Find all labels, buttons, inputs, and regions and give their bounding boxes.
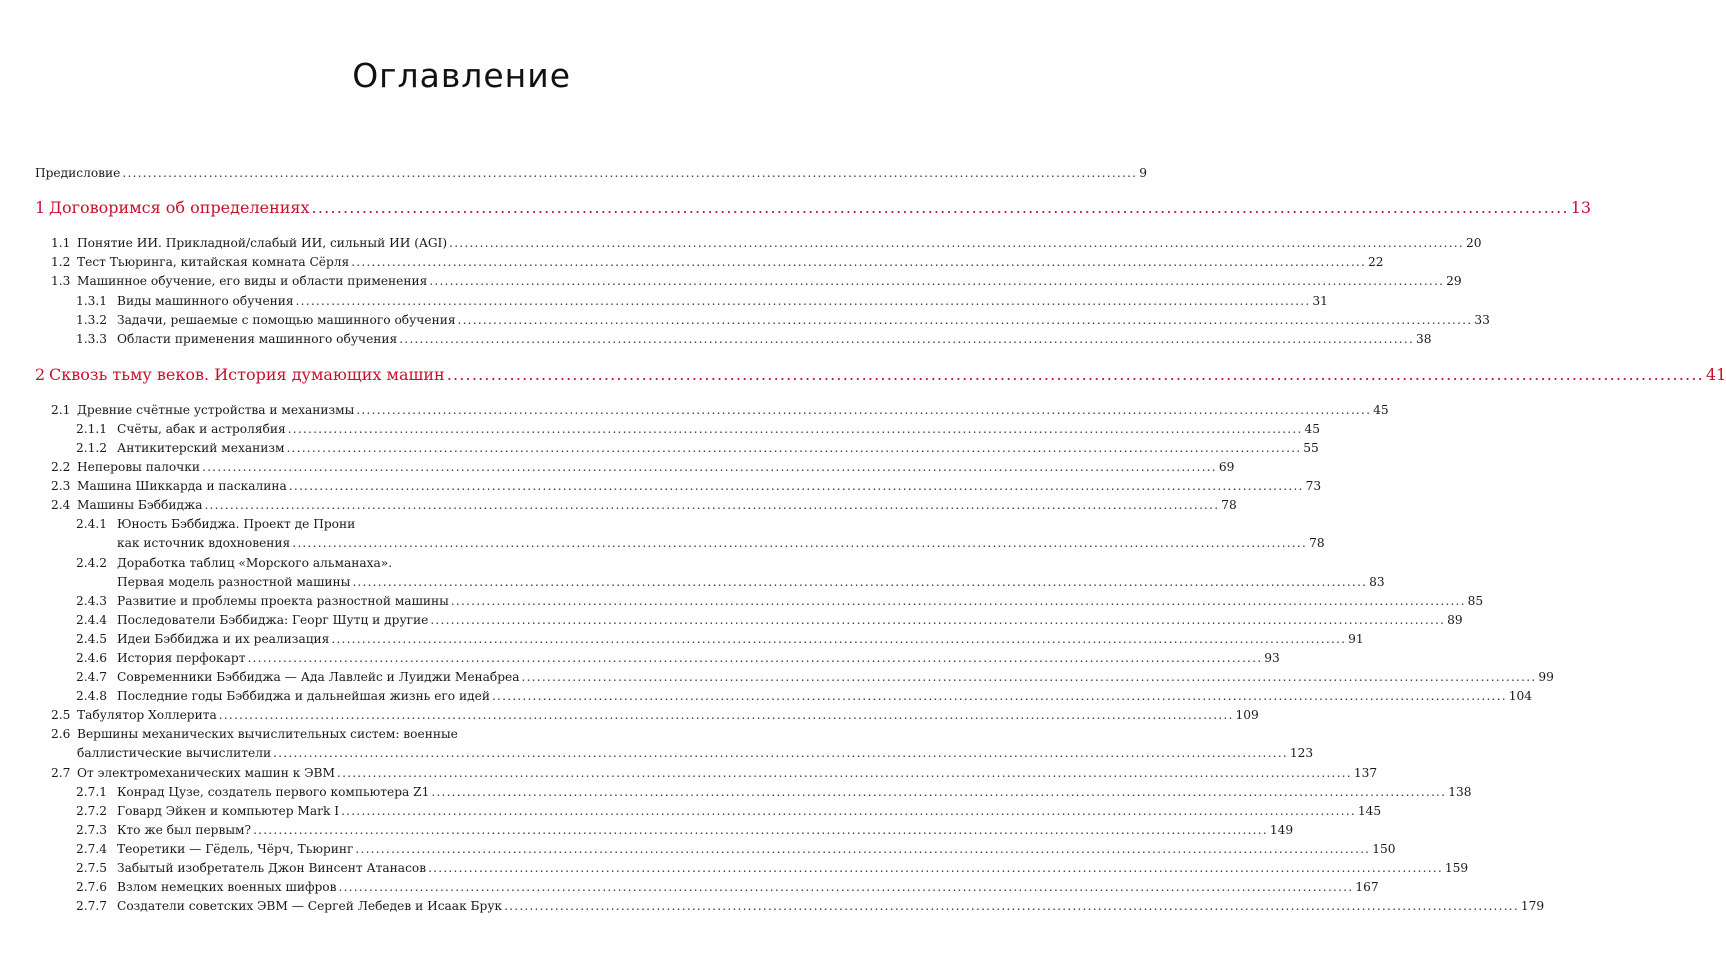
toc-number: 2.4.4: [76, 613, 108, 627]
toc-title: Последние годы Бэббиджа и дальнейшая жизнь его идей: [117, 689, 490, 703]
toc-title: Первая модель разностной машины: [117, 575, 351, 589]
toc-number: 2.7.6: [76, 880, 108, 894]
toc-title: Вершины механических вычислительных систем: военные: [77, 727, 458, 741]
toc-leader-dots: ........................................................................................................................................................................................................: [286, 441, 1302, 455]
toc-page-number: 149: [1269, 823, 1294, 837]
toc-leader-dots: ........................................................................................................................................................................................................: [521, 670, 1537, 684]
toc-leader-dots: ........................................................................................................................................................................................................: [450, 594, 1466, 608]
toc-page-number: 85: [1467, 594, 1484, 608]
toc-number: 2: [35, 365, 46, 384]
toc-line: [117, 823, 1294, 838]
toc-number: 2.7: [51, 766, 71, 780]
toc-number: 2.4.6: [76, 651, 108, 665]
toc-line: [117, 804, 1382, 819]
toc-title: Конрад Цузе, создатель первого компьютера Z1: [117, 785, 430, 799]
toc-line: [77, 708, 1259, 723]
toc-entry: [0, 899, 1545, 915]
toc-line: [117, 689, 1533, 704]
toc-line: [117, 313, 1490, 328]
toc-title: Машинное обучение, его виды и области применения: [77, 274, 428, 288]
toc-entry: [0, 403, 1389, 419]
toc-number: 1.3.1: [76, 294, 108, 308]
toc-leader-dots: ........................................................................................................................................................................................................: [331, 632, 1347, 646]
toc-leader-dots: ........................................................................................................................................................................................................: [247, 651, 1263, 665]
toc-entry: [0, 236, 1482, 252]
toc-number: 2.7.4: [76, 842, 108, 856]
toc-number: 1.3.2: [76, 313, 108, 327]
toc-entry: [0, 766, 1378, 782]
toc-page-number: 179: [1520, 899, 1545, 913]
toc-line: [77, 498, 1237, 513]
toc-line: [117, 861, 1469, 876]
toc-line: [117, 556, 581, 571]
toc-entry: [0, 632, 1364, 648]
toc-entry: [0, 708, 1259, 724]
toc-leader-dots: ........................................................................................................................................................................................................: [355, 842, 1371, 856]
toc-title: как источник вдохновения: [117, 536, 291, 550]
toc-leader-dots: ........................................................................................................................................................................................................: [457, 313, 1473, 327]
toc-leader-dots: ........................................................................................................................................................................................................: [202, 460, 1217, 474]
toc-number: 2.7.7: [76, 899, 108, 913]
toc-title: Виды машинного обучения: [117, 294, 294, 308]
toc-leader-dots: ........................................................................................................................................................................................................: [430, 613, 1446, 627]
toc-line: [117, 842, 1396, 857]
toc-title: Договоримся об определениях: [49, 198, 310, 217]
toc-leader-dots: ........................................................................................................................................................................................................: [204, 498, 1220, 512]
toc-entry: [0, 670, 1554, 686]
toc-entry: [0, 460, 1235, 476]
toc-page-number: 29: [1446, 274, 1462, 288]
toc-page-number: 83: [1369, 575, 1385, 589]
toc-line: [117, 651, 1280, 666]
toc-entry: [0, 422, 1321, 438]
toc-line: [117, 613, 1463, 628]
toc-number: 1.1: [51, 236, 71, 250]
toc-title: Кто же был первым?: [117, 823, 252, 837]
toc-entry: [0, 594, 1484, 610]
toc-line: [77, 479, 1322, 494]
toc-entry: [0, 294, 1328, 310]
toc-title: Задачи, решаемые с помощью машинного обучения: [117, 313, 456, 327]
toc-line: [117, 880, 1379, 895]
toc-page-number: 78: [1221, 498, 1237, 512]
toc-page-number: 38: [1416, 332, 1432, 346]
toc-page-number: 91: [1348, 632, 1364, 646]
toc-page-number: 123: [1289, 746, 1314, 760]
toc-line: [117, 670, 1554, 685]
toc-title: Счёты, абак и астролябия: [117, 422, 286, 436]
toc-page-number: 137: [1353, 766, 1378, 780]
page-title: Оглавление: [352, 56, 571, 95]
toc-leader-dots: ........................................................................................................................................................................................................: [431, 785, 1447, 799]
toc-line: [77, 274, 1462, 289]
toc-line: [117, 785, 1472, 800]
toc-leader-dots: ........................................................................................................................................................................................................: [311, 198, 1569, 217]
toc-entry: [0, 274, 1462, 290]
toc-title: Области применения машинного обучения: [117, 332, 398, 346]
toc-number: 2.1.1: [76, 422, 108, 436]
toc-title: Развитие и проблемы проекта разностной машины: [117, 594, 449, 608]
toc-number: 2.2: [51, 460, 71, 474]
toc-number: 2.1.2: [76, 441, 108, 455]
toc-page-number: 104: [1508, 689, 1533, 703]
toc-title: Идеи Бэббиджа и их реализация: [117, 632, 330, 646]
toc-title: Теоретики — Гёдель, Чёрч, Тьюринг: [117, 842, 354, 856]
toc-leader-dots: ........................................................................................................................................................................................................: [399, 332, 1415, 346]
toc-entry: [0, 575, 1385, 591]
toc-number: 2.7.1: [76, 785, 108, 799]
toc-leader-dots: ........................................................................................................................................................................................................: [429, 274, 1445, 288]
toc-leader-dots: ........................................................................................................................................................................................................: [341, 804, 1356, 818]
toc-title: Современники Бэббиджа — Ада Лавлейс и Луиджи Менабреа: [117, 670, 520, 684]
toc-page-number: 109: [1235, 708, 1259, 722]
toc-entry: [0, 313, 1490, 329]
toc-entry: [0, 441, 1319, 457]
toc-page-number: 138: [1448, 785, 1472, 799]
toc-page-number: 73: [1305, 479, 1322, 493]
toc-number: 2.7.2: [76, 804, 108, 818]
toc-title: Говард Эйкен и компьютер Mark I: [117, 804, 340, 818]
toc-number: 2.7.5: [76, 861, 108, 875]
toc-number: 2.7.3: [76, 823, 108, 837]
toc-entry: [0, 746, 1314, 762]
toc-line: [77, 403, 1389, 418]
toc-leader-dots: ........................................................................................................................................................................................................: [504, 899, 1519, 913]
toc-page-number: 20: [1465, 236, 1482, 250]
toc-number: 2.4: [51, 498, 71, 512]
toc-line: [117, 332, 1432, 347]
toc-title: Неперовы палочки: [77, 460, 201, 474]
toc-line: [117, 536, 1325, 551]
toc-page-number: 69: [1218, 460, 1235, 474]
toc-page-number: 9: [1139, 166, 1147, 180]
toc-page-number: 89: [1447, 613, 1463, 627]
toc-page-number: 145: [1357, 804, 1382, 818]
toc-title: Взлом немецких военных шифров: [117, 880, 337, 894]
toc-title: Тест Тьюринга, китайская комната Сёрля: [77, 255, 350, 269]
toc-number: 2.3: [51, 479, 71, 493]
toc-page-number: 99: [1538, 670, 1554, 684]
toc-leader-dots: ........................................................................................................................................................................................................: [491, 689, 1507, 703]
toc-title: баллистические вычислители: [77, 746, 272, 760]
toc-leader-dots: ........................................................................................................................................................................................................: [352, 575, 1368, 589]
toc-leader-dots: ........................................................................................................................................................................................................: [446, 365, 1704, 384]
toc-title: Древние счётные устройства и механизмы: [77, 403, 355, 417]
toc-number: 2.1: [51, 403, 71, 417]
toc-title: Машины Бэббиджа: [77, 498, 203, 512]
toc-leader-dots: ........................................................................................................................................................................................................: [273, 746, 1288, 760]
toc-entry: [0, 479, 1322, 495]
toc-number: 1: [35, 198, 46, 217]
toc-entry: [0, 842, 1396, 858]
toc-number: 1.3: [51, 274, 71, 288]
toc-line: [49, 365, 1726, 384]
toc-title: Создатели советских ЭВМ — Сергей Лебедев и Исаак Брук: [117, 899, 503, 913]
toc-line: [77, 766, 1378, 781]
toc-page-number: 22: [1368, 255, 1384, 269]
toc-leader-dots: ........................................................................................................................................................................................................: [218, 708, 1234, 722]
toc-leader-dots: ........................................................................................................................................................................................................: [287, 422, 1303, 436]
toc-entry: [0, 255, 1384, 271]
toc-page-number: 167: [1355, 880, 1379, 894]
toc-leader-dots: ........................................................................................................................................................................................................: [253, 823, 1268, 837]
toc-entry: [0, 727, 629, 743]
toc-page-number: 45: [1304, 422, 1321, 436]
toc-number: 1.2: [51, 255, 71, 269]
toc-line: [117, 899, 1545, 914]
toc-leader-dots: ........................................................................................................................................................................................................: [449, 236, 1464, 250]
toc-leader-dots: ........................................................................................................................................................................................................: [428, 861, 1443, 875]
toc-line: [77, 236, 1482, 251]
toc-line: [77, 746, 1314, 761]
toc-entry: [0, 861, 1469, 877]
toc-leader-dots: ........................................................................................................................................................................................................: [338, 880, 1354, 894]
toc-entry: [0, 823, 1294, 839]
toc-line: [117, 441, 1319, 456]
toc-leader-dots: ........................................................................................................................................................................................................: [356, 403, 1372, 417]
toc-number: 2.4.7: [76, 670, 108, 684]
toc-page-number: 33: [1474, 313, 1490, 327]
toc-line: [117, 594, 1484, 609]
toc-line: [77, 727, 581, 742]
toc-page-number: 55: [1303, 441, 1319, 455]
toc-line: [117, 422, 1321, 437]
toc-title: Предисловие: [35, 166, 121, 180]
toc-entry: [0, 651, 1280, 667]
toc-number: 2.4.2: [76, 556, 108, 570]
toc-leader-dots: ........................................................................................................................................................................................................: [295, 294, 1311, 308]
toc-leader-dots: ........................................................................................................................................................................................................: [122, 166, 1138, 180]
toc-number: 2.4.3: [76, 594, 108, 608]
toc-line: [77, 460, 1235, 475]
toc-entry: [0, 613, 1463, 629]
toc-page-number: 159: [1444, 861, 1469, 875]
toc-entry: [0, 332, 1432, 348]
toc-title: История перфокарт: [117, 651, 246, 665]
toc-leader-dots: ........................................................................................................................................................................................................: [292, 536, 1308, 550]
toc-chapter: [0, 198, 1592, 219]
toc-line: [117, 294, 1328, 309]
toc-number: 2.6: [51, 727, 71, 741]
toc-chapter: [0, 365, 1726, 386]
toc-title: Машина Шиккарда и паскалина: [77, 479, 287, 493]
toc-title: От электромеханических машин к ЭВМ: [77, 766, 335, 780]
toc-title: Понятие ИИ. Прикладной/слабый ИИ, сильный ИИ (AGI): [77, 236, 448, 250]
toc-number: 1.3.3: [76, 332, 108, 346]
toc-title: Забытый изобретатель Джон Винсент Атанасов: [117, 861, 427, 875]
toc-entry: [0, 804, 1382, 820]
toc-leader-dots: ........................................................................................................................................................................................................: [337, 766, 1352, 780]
toc-title: Доработка таблиц «Морского альманаха».: [117, 556, 393, 570]
toc-line: [117, 517, 581, 532]
toc-entry: [0, 166, 1147, 182]
toc-line: [117, 632, 1364, 647]
toc-page-number: 13: [1570, 198, 1592, 217]
toc-entry: [0, 880, 1379, 896]
toc-page-number: 45: [1373, 403, 1389, 417]
toc-entry: [0, 517, 629, 533]
toc-title: Антикитерский механизм: [117, 441, 285, 455]
toc-line: [49, 198, 1592, 217]
toc-number: 2.5: [51, 708, 71, 722]
toc-entry: [0, 498, 1237, 514]
toc-leader-dots: ........................................................................................................................................................................................................: [288, 479, 1304, 493]
toc-page-number: 93: [1264, 651, 1280, 665]
toc-number: 2.4.5: [76, 632, 108, 646]
toc-title: Табулятор Холлерита: [77, 708, 217, 722]
toc-number: 2.4.1: [76, 517, 108, 531]
toc-page-number: 41: [1705, 365, 1726, 384]
toc-title: Последователи Бэббиджа: Георг Шутц и другие: [117, 613, 429, 627]
toc-page-number: 150: [1372, 842, 1396, 856]
toc-page-number: 78: [1309, 536, 1325, 550]
toc-entry: [0, 536, 1325, 552]
toc-page-number: 31: [1312, 294, 1328, 308]
toc-line: [77, 255, 1384, 270]
toc-line: [117, 575, 1385, 590]
toc-title: Юность Бэббиджа. Проект де Прони: [117, 517, 356, 531]
toc-number: 2.4.8: [76, 689, 108, 703]
toc-entry: [0, 556, 629, 572]
toc-entry: [0, 785, 1472, 801]
toc-entry: [0, 689, 1533, 705]
toc-leader-dots: ........................................................................................................................................................................................................: [351, 255, 1367, 269]
toc-line: [35, 166, 1147, 181]
toc-title: Сквозь тьму веков. История думающих машин: [49, 365, 445, 384]
